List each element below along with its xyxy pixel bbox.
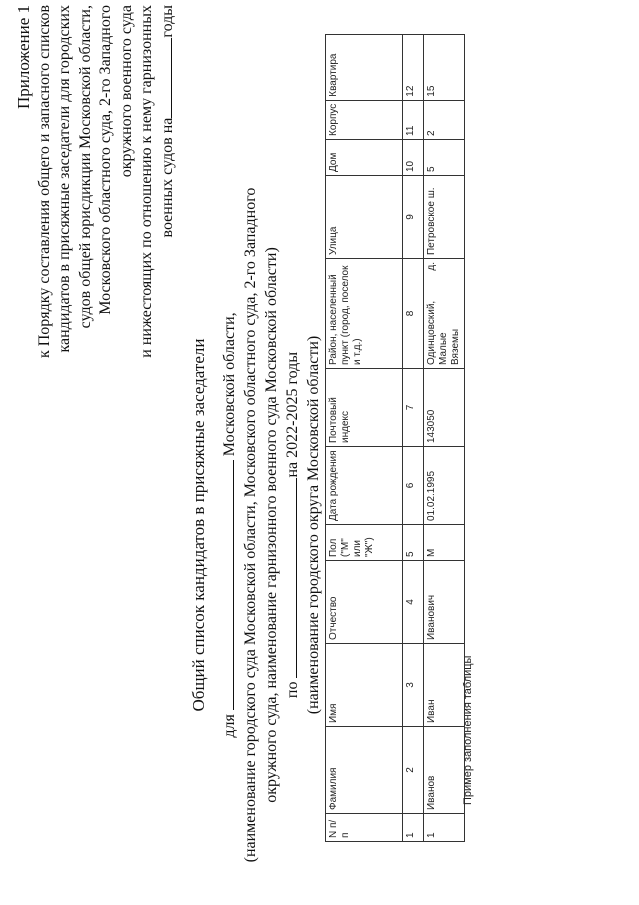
court-blank — [221, 460, 234, 710]
building-cell: 2 — [424, 100, 465, 139]
appendix-line: Московского областного суда, 2-го Западного — [97, 5, 114, 315]
header-cell: Пол ("М" или "Ж") — [326, 525, 403, 561]
court-line — [219, 185, 240, 865]
column-number: 9 — [403, 176, 424, 259]
column-number: 8 — [403, 259, 424, 369]
column-number: 7 — [403, 369, 424, 447]
column-number: 6 — [403, 447, 424, 525]
street-cell: Петровское ш. — [424, 176, 465, 259]
postal-code-cell: 143050 — [424, 369, 465, 447]
appendix-line: военных судов на — [158, 117, 176, 238]
column-number: 3 — [403, 644, 424, 727]
appendix-line-years — [158, 5, 179, 875]
years-blank — [159, 38, 172, 118]
header-cell: Корпус — [326, 100, 403, 139]
header-cell: Дата рождения — [326, 447, 403, 525]
column-number: 10 — [403, 140, 424, 176]
header-cell: Район, населенный пункт (город, поселок и т.д.) — [326, 259, 403, 369]
header-cell: Фамилия — [326, 727, 403, 814]
appendix-line: к Порядку составления общего и запасного списков — [35, 5, 53, 359]
row-number: 1 — [424, 814, 465, 842]
header-cell: Улица — [326, 176, 403, 259]
column-number: 4 — [403, 561, 424, 644]
surname-cell: Иванов — [424, 727, 465, 814]
patronymic-cell: Иванович — [424, 561, 465, 644]
years-word: годы — [158, 5, 176, 38]
column-number: 2 — [403, 727, 424, 814]
column-number: 5 — [403, 525, 424, 561]
for-suffix: Московской области, — [221, 312, 238, 457]
sex-cell: М — [424, 525, 465, 561]
district-line — [282, 185, 303, 865]
table-header-row — [326, 34, 403, 841]
period: на 2022-2025 годы — [284, 351, 301, 478]
candidates-table — [325, 34, 465, 842]
for-prefix: для — [221, 714, 238, 738]
court-hint-2: окружного суда, наименование гарнизонного военного суда Московской области) — [263, 247, 280, 803]
locality-line2: Вяземы — [450, 328, 461, 365]
locality-cell — [424, 259, 465, 369]
court-hint-1: (наименование городского суда Московской области, Московского областного суда, 2-го Западного — [242, 187, 259, 863]
appendix-line: кандидатов в присяжные заседатели для городских — [56, 5, 73, 353]
locality-line1: Одинцовский, д. Малые — [426, 262, 449, 365]
header-cell: Почтовый индекс — [326, 369, 403, 447]
list-title-block — [188, 185, 324, 865]
column-number: 12 — [403, 34, 424, 100]
table-row — [424, 34, 465, 841]
column-number: 11 — [403, 100, 424, 139]
house-cell: 5 — [424, 140, 465, 176]
apartment-cell: 15 — [424, 34, 465, 100]
header-cell: Дом — [326, 140, 403, 176]
header-cell: Квартира — [326, 34, 403, 100]
example-caption: Пример заполнения таблицы — [462, 655, 474, 805]
header-cell: Имя — [326, 644, 403, 727]
birth-date-cell: 01.02.1995 — [424, 447, 465, 525]
district-hint: (наименование городского округа Московской области) — [305, 335, 322, 715]
appendix-line: окружного военного суда — [117, 5, 135, 178]
appendix-line: Приложение 1 — [14, 5, 33, 109]
district-blank — [284, 478, 297, 678]
header-cell: Отчество — [326, 561, 403, 644]
appendix-line: и нижестоящих по отношению к нему гарнизонных — [138, 5, 155, 358]
list-title: Общий список кандидатов в присяжные заседатели — [189, 338, 208, 712]
by-prefix: по — [284, 681, 301, 699]
appendix-line: судов общей юрисдикции Московской области, — [76, 5, 94, 329]
column-numbers-row — [403, 34, 424, 841]
appendix-header — [14, 5, 178, 875]
header-cell: N п/п — [326, 814, 403, 842]
name-cell: Иван — [424, 644, 465, 727]
column-number: 1 — [403, 814, 424, 842]
